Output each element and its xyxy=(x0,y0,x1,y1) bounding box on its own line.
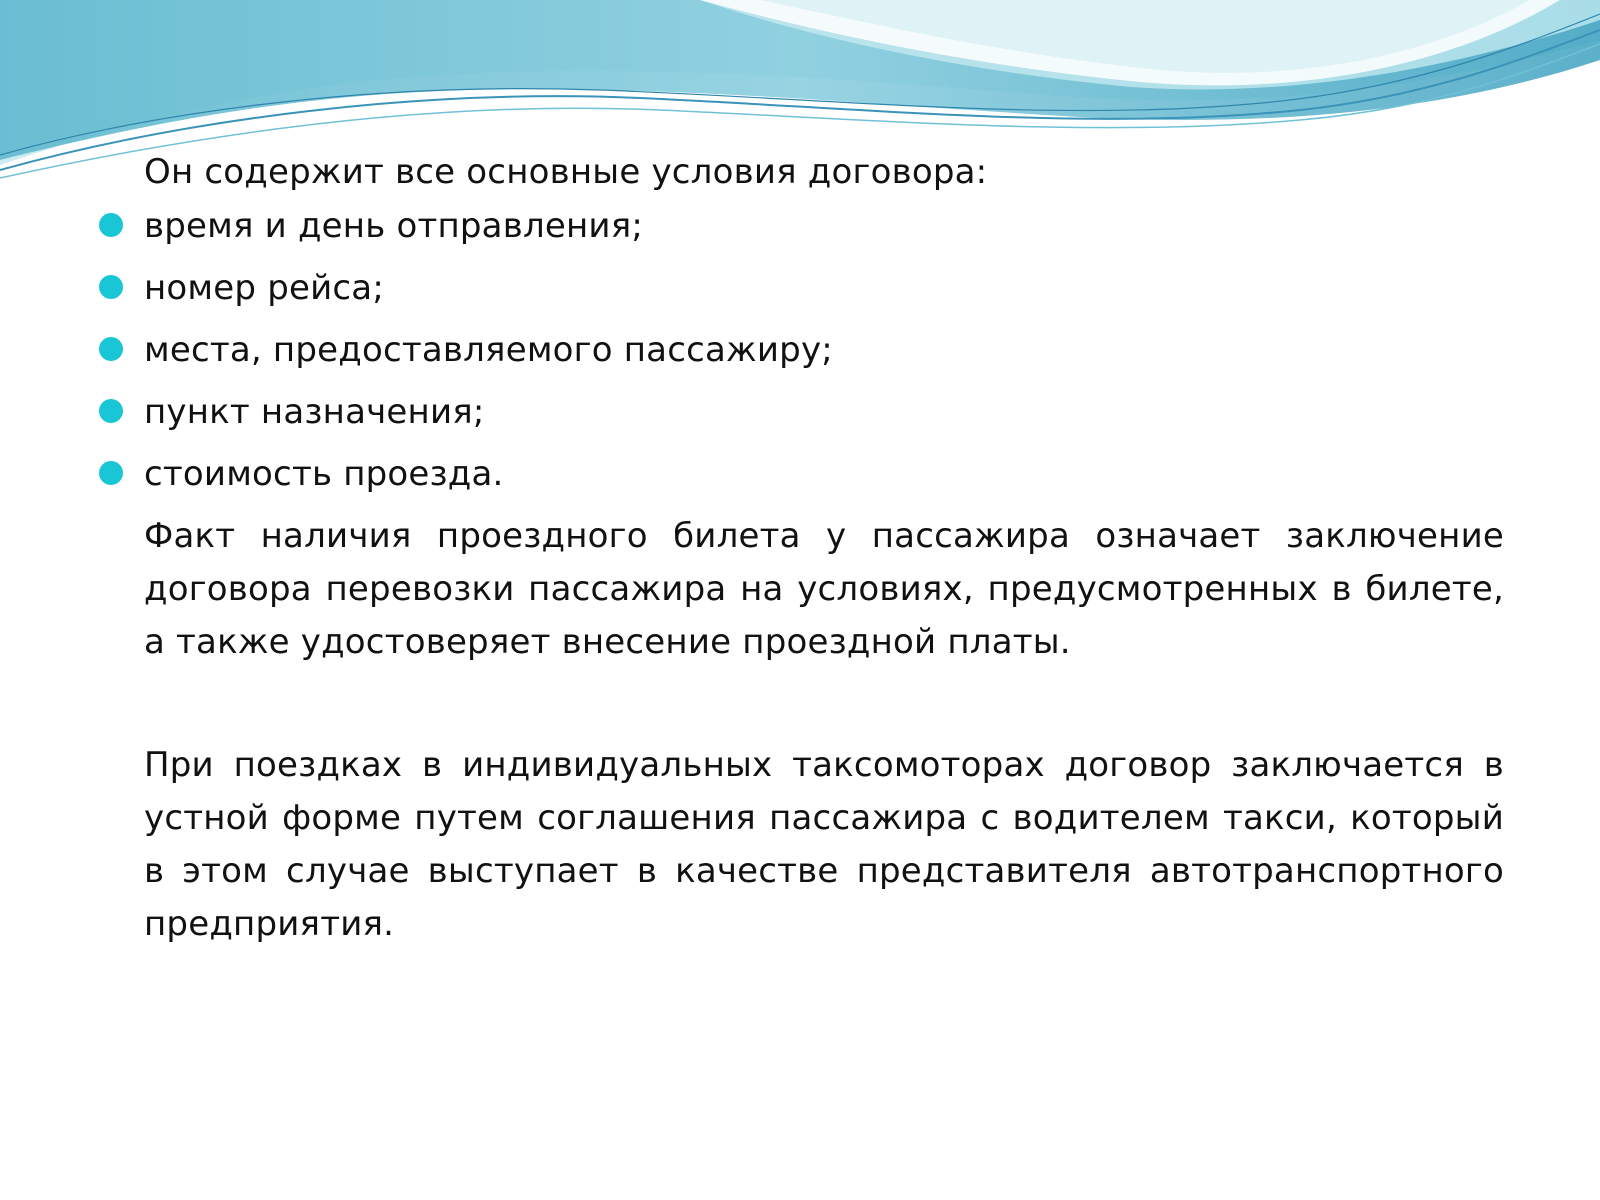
intro-text: Он содержит все основные условия договора: xyxy=(144,152,988,192)
list-item-text: места, предоставляемого пассажиру; xyxy=(144,330,833,370)
list-item-text: время и день отправления; xyxy=(144,206,644,246)
slide-content xyxy=(144,146,1504,951)
list-item-text: номер рейса; xyxy=(144,268,384,308)
bullet-dot-icon xyxy=(99,275,123,299)
list-item xyxy=(144,200,1504,262)
list-item xyxy=(144,448,1504,510)
bullet-dot-icon xyxy=(99,213,123,237)
taxi-paragraph: При поездках в индивидуальных таксомоторах договор заключается в устной форме путем соглашения пассажира с водителем такси, который в этом случае выступает в качестве представителя автотранспортного предприятия. xyxy=(144,745,1504,944)
list-item-text: стоимость проезда. xyxy=(144,454,504,494)
bullet-dot-icon xyxy=(99,399,123,423)
list-item xyxy=(144,324,1504,386)
bullet-dot-icon xyxy=(99,461,123,485)
list-item xyxy=(144,386,1504,448)
ticket-paragraph: Факт наличия проездного билета у пассажира означает заключение договора перевозки пассажира на условиях, предусмотренных в билете, а также удостоверяет внесение проездной платы. xyxy=(144,516,1504,662)
bullet-dot-icon xyxy=(99,337,123,361)
conditions-list xyxy=(144,200,1504,510)
list-item xyxy=(144,262,1504,324)
list-item-text: пункт назначения; xyxy=(144,392,485,432)
